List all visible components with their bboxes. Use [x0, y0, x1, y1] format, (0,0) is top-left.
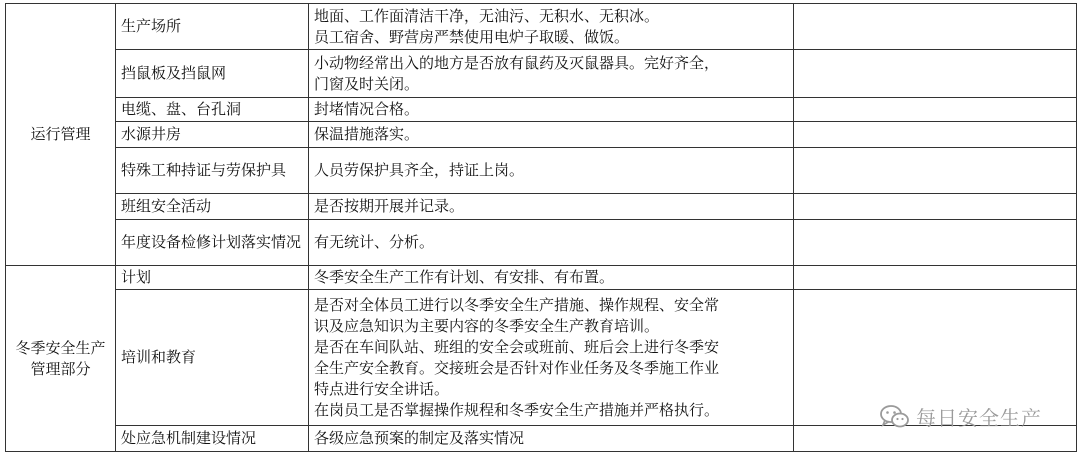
item-label: 生产场所 [121, 17, 182, 35]
table-row [6, 148, 1077, 194]
item-cell [116, 50, 309, 98]
wechat-icon [880, 404, 910, 430]
table-row [6, 266, 1077, 290]
watermark-text: 每日安全生产 [916, 406, 1042, 430]
item-cell [116, 290, 309, 426]
requirement-line: 是否在车间队站、班组的安全会或班前、班后会上进行冬季安 [314, 337, 720, 356]
group-cell [6, 266, 116, 452]
requirement-line: 门窗及时关闭。 [314, 74, 420, 93]
requirement-line: 冬季安全生产工作有计划、有安排、有布置。 [314, 268, 615, 286]
item-label: 年度设备检修计划落实情况 [121, 233, 302, 251]
table-row [6, 220, 1077, 266]
requirement-cell [309, 122, 794, 148]
requirement-line: 是否对全体员工进行以冬季安全生产措施、操作规程、安全常 [314, 295, 720, 314]
requirement-line: 有无统计、分析。 [314, 233, 435, 251]
item-label: 培训和教育 [121, 348, 197, 366]
requirement-line: 人员劳保护具齐全，持证上岗。 [314, 161, 525, 179]
group-cell [6, 4, 116, 266]
item-label: 班组安全活动 [121, 197, 212, 215]
item-cell [116, 122, 309, 148]
item-cell [116, 148, 309, 194]
requirement-cell [309, 426, 794, 452]
item-cell [116, 426, 309, 452]
requirement-line: 识及应急知识为主要内容的冬季安全生产教育培训。 [314, 316, 660, 335]
note-cell [794, 220, 1077, 266]
note-cell [794, 98, 1077, 122]
inspection-table [5, 3, 1077, 452]
item-label: 特殊工种持证与劳保护具 [121, 161, 287, 179]
requirement-line: 封堵情况合格。 [314, 100, 420, 118]
note-cell [794, 266, 1077, 290]
note-cell [794, 4, 1077, 50]
note-cell [794, 148, 1077, 194]
table-row [6, 50, 1077, 98]
item-label: 水源井房 [121, 125, 182, 143]
requirement-line: 全生产安全教育。交接班会是否针对作业任务及冬季施工作业 [314, 358, 720, 377]
item-cell [116, 266, 309, 290]
group-title: 冬季安全生产管理部分 [15, 338, 106, 378]
requirement-line: 小动物经常出入的地方是否放有鼠药及灭鼠器具。完好齐全， [314, 53, 720, 72]
item-label: 处应急机制建设情况 [121, 429, 257, 447]
item-cell [116, 4, 309, 50]
group-title: 运行管理 [30, 125, 91, 143]
requirement-line: 员工宿舍、野营房严禁使用电炉子取暖、做饭。 [314, 27, 630, 46]
requirement-cell [309, 220, 794, 266]
requirement-cell [309, 98, 794, 122]
requirement-line: 地面、工作面清洁干净，无油污、无积水、无积冰。 [314, 6, 660, 25]
requirement-cell [309, 266, 794, 290]
item-cell [116, 194, 309, 220]
table-row [6, 122, 1077, 148]
requirement-line: 各级应急预案的制定及落实情况 [314, 429, 525, 447]
requirement-cell [309, 290, 794, 426]
requirement-line: 保温措施落实。 [314, 125, 420, 143]
requirement-line: 特点进行安全讲话。 [314, 379, 450, 398]
item-label: 挡鼠板及挡鼠网 [121, 64, 227, 82]
item-cell [116, 220, 309, 266]
requirement-cell [309, 50, 794, 98]
requirement-line: 是否按期开展并记录。 [314, 197, 465, 215]
table-row [6, 194, 1077, 220]
requirement-cell [309, 194, 794, 220]
table-row [6, 4, 1077, 50]
item-cell [116, 98, 309, 122]
requirement-line: 在岗员工是否掌握操作规程和冬季安全生产措施并严格执行。 [314, 400, 720, 419]
note-cell [794, 122, 1077, 148]
watermark [880, 402, 1042, 431]
requirement-cell [309, 4, 794, 50]
item-label: 计划 [121, 268, 152, 286]
note-cell [794, 194, 1077, 220]
requirement-cell [309, 148, 794, 194]
table-row [6, 98, 1077, 122]
item-label: 电缆、盘、台孔洞 [121, 100, 242, 118]
note-cell [794, 50, 1077, 98]
